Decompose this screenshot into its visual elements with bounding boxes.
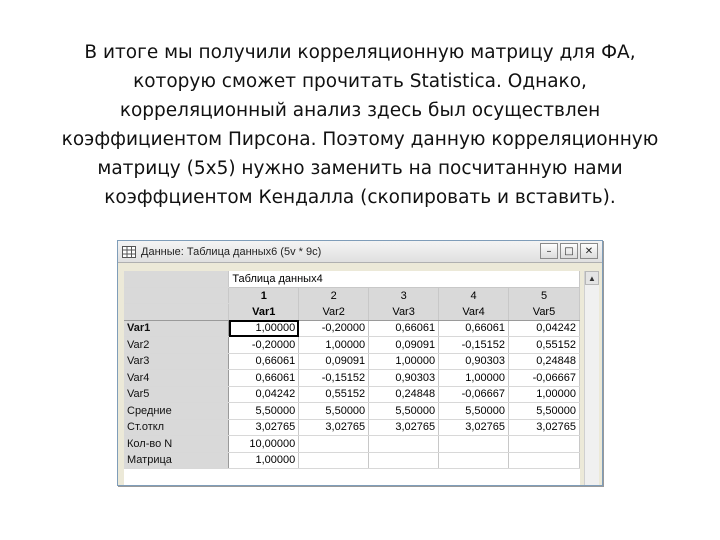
vertical-scrollbar[interactable] [584,271,599,485]
table-cell[interactable] [509,452,580,469]
table-row [124,337,580,354]
table-row [124,452,580,469]
table-cell[interactable]: 3,02765 [299,419,369,436]
row-header[interactable]: Var3 [124,353,229,370]
column-number[interactable]: 3 [369,287,439,304]
column-number[interactable]: 4 [439,287,509,304]
column-header[interactable]: Var3 [369,304,439,321]
table-cell[interactable]: 1,00000 [439,370,509,387]
table-cell[interactable]: 3,02765 [509,419,580,436]
table-cell[interactable]: -0,15152 [299,370,369,387]
scroll-up-icon[interactable]: ▲ [585,271,599,285]
table-cell[interactable]: 5,50000 [229,403,299,420]
table-cell[interactable]: -0,06667 [509,370,580,387]
corner-cell [124,287,229,304]
row-header[interactable]: Матрица [124,452,229,469]
table-cell[interactable]: 1,00000 [369,353,439,370]
column-header[interactable]: Var2 [299,304,369,321]
table-row [124,419,580,436]
table-cell[interactable]: 1,00000 [229,452,299,469]
row-header[interactable]: Var1 [124,320,229,337]
table-cell[interactable]: 5,50000 [509,403,580,420]
table-cell[interactable]: -0,20000 [229,337,299,354]
table-cell[interactable]: 1,00000 [229,320,299,337]
row-header[interactable]: Var5 [124,386,229,403]
data-window [117,240,603,486]
table-cell[interactable]: 0,04242 [509,320,580,337]
column-number[interactable]: 2 [299,287,369,304]
table-cell[interactable]: 3,02765 [369,419,439,436]
slide-text-line: матрицу (5х5) нужно заменить на посчитанную нами [97,158,623,179]
table-cell[interactable]: -0,15152 [439,337,509,354]
table-cell[interactable] [299,452,369,469]
table-cell[interactable]: 5,50000 [439,403,509,420]
table-row [124,370,580,387]
table-cell[interactable]: 0,09091 [369,337,439,354]
data-grid[interactable] [124,271,580,485]
slide-text-line: корреляционный анализ здесь был осуществлен [119,100,601,121]
table-cell[interactable] [509,436,580,453]
maximize-button[interactable]: □ [560,243,578,259]
slide-text-line: В итоге мы получили корреляционную матрицу для ФА, [84,42,636,63]
slide-text-line: коэффициентом Пирсона. Поэтому данную корреляционную [61,129,659,150]
table-cell[interactable]: 0,66061 [439,320,509,337]
table-row [124,436,580,453]
table-cell[interactable] [299,436,369,453]
table-title: Таблица данных4 [229,271,580,287]
table-cell[interactable]: 0,55152 [509,337,580,354]
corner-cell [124,304,229,321]
table-cell[interactable]: 0,24848 [509,353,580,370]
column-header[interactable]: Var1 [229,304,299,321]
column-number[interactable]: 1 [229,287,299,304]
window-titlebar[interactable] [118,241,602,263]
row-header[interactable]: Средние [124,403,229,420]
table-cell[interactable]: 0,24848 [369,386,439,403]
table-cell[interactable]: 0,55152 [299,386,369,403]
table-cell[interactable]: 3,02765 [439,419,509,436]
window-controls [540,243,598,259]
minimize-button[interactable]: – [540,243,558,259]
table-cell[interactable]: -0,06667 [439,386,509,403]
table-cell[interactable]: 0,90303 [369,370,439,387]
table-cell[interactable]: 1,00000 [299,337,369,354]
column-header[interactable]: Var4 [439,304,509,321]
slide-text-line: которую сможет прочитать Statistica. Однако, [133,71,587,92]
slide-text [20,38,700,212]
table-cell[interactable] [369,452,439,469]
corner-cell [124,271,229,287]
table-cell[interactable]: 0,66061 [229,370,299,387]
table-cell[interactable]: 0,66061 [229,353,299,370]
table-cell[interactable]: 1,00000 [509,386,580,403]
table-cell[interactable]: 0,90303 [439,353,509,370]
table-row [124,386,580,403]
table-cell[interactable]: 10,00000 [229,436,299,453]
column-number[interactable]: 5 [509,287,580,304]
row-header[interactable]: Кол-во N [124,436,229,453]
window-title: Данные: Таблица данных6 (5v * 9c) [141,245,322,258]
table-cell[interactable]: 5,50000 [299,403,369,420]
row-header[interactable]: Ст.откл [124,419,229,436]
table-row [124,320,580,337]
table-row [124,353,580,370]
table-cell[interactable] [439,452,509,469]
table-cell[interactable]: -0,20000 [299,320,369,337]
table-cell[interactable] [439,436,509,453]
close-button[interactable]: ✕ [580,243,598,259]
table-cell[interactable]: 0,04242 [229,386,299,403]
table-row [124,403,580,420]
table-cell[interactable]: 3,02765 [229,419,299,436]
table-cell[interactable]: 5,50000 [369,403,439,420]
table-cell[interactable]: 0,66061 [369,320,439,337]
table-cell[interactable]: 0,09091 [299,353,369,370]
spreadsheet-table [124,271,580,469]
row-header[interactable]: Var4 [124,370,229,387]
table-cell[interactable] [369,436,439,453]
column-header[interactable]: Var5 [509,304,580,321]
slide-text-line: коэффциентом Кендалла (скопировать и вставить). [104,187,616,208]
row-header[interactable]: Var2 [124,337,229,354]
grid-icon [122,246,136,258]
